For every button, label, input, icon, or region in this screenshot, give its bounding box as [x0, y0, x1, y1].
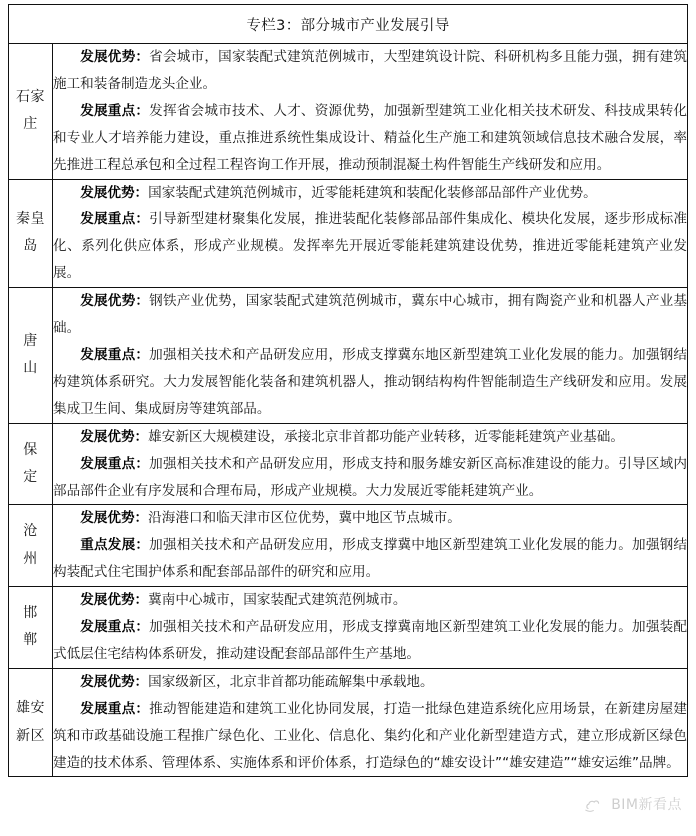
- city-name-cell: [9, 505, 53, 587]
- paragraph-lead-label: 发展重点：: [80, 700, 150, 717]
- city-name-line: 定: [23, 469, 38, 486]
- paragraph-lead-label: 发展优势：: [80, 673, 149, 690]
- watermark-label: BIM新看点: [611, 797, 682, 813]
- city-name-line: 岛: [23, 238, 38, 255]
- detail-paragraph: [53, 532, 687, 586]
- city-name-line: 秦皇: [16, 211, 45, 228]
- city-detail-cell: [53, 179, 688, 288]
- paragraph-body-text: 雄安新区大规模建设，承接北京非首都功能产业转移，近零能耗建筑产业基础。: [148, 428, 624, 445]
- paragraph-lead-label: 发展优势：: [80, 592, 149, 609]
- city-name-cell: [9, 587, 53, 669]
- city-name-line: 州: [23, 550, 38, 567]
- cloud-swoosh-icon: [585, 797, 607, 811]
- detail-paragraph: [53, 587, 687, 614]
- detail-paragraph: [53, 180, 687, 207]
- paragraph-body-text: 加强相关技术和产品研发应用，形成支撑冀东地区新型建筑工业化发展的能力。加强钢结构建筑体系研究。大力发展智能化装备和建筑机器人，推动钢结构构件智能制造生产线研发和应用。发展集成卫生间、集成厨房等建筑部品。: [53, 346, 688, 417]
- table-row: [9, 423, 688, 505]
- watermark: [585, 794, 682, 814]
- city-name-line: 郸: [23, 632, 38, 649]
- city-detail-cell: [53, 587, 688, 669]
- city-name-line: 石家: [16, 88, 45, 105]
- city-name-cell: [9, 668, 53, 777]
- paragraph-body-text: 国家装配式建筑范例城市，近零能耗建筑和装配化装修部品部件产业优势。: [148, 184, 597, 201]
- table-title-row: [9, 5, 688, 44]
- table-row: [9, 505, 688, 587]
- city-name-cell: [9, 44, 53, 180]
- detail-paragraph: [53, 696, 687, 777]
- city-name-line: 山: [23, 360, 38, 377]
- city-detail-cell: [53, 288, 688, 424]
- city-detail-cell: [53, 423, 688, 505]
- city-name-cell: [9, 179, 53, 288]
- page-title: 专栏3：部分城市产业发展引导: [9, 5, 688, 44]
- city-name-line: 唐: [23, 333, 38, 350]
- table-row: [9, 668, 688, 777]
- city-detail-cell: [53, 44, 688, 180]
- paragraph-body-text: 沿海港口和临天津市区位优势，冀中地区节点城市。: [148, 510, 461, 527]
- paragraph-body-text: 加强相关技术和产品研发应用，形成支持和服务雄安新区高标准建设的能力。引导区域内部品部件企业有序发展和合理布局，形成产业规模。大力发展近零能耗建筑产业。: [53, 455, 688, 499]
- paragraph-body-text: 国家级新区，北京非首都功能疏解集中承载地。: [148, 673, 434, 690]
- table-row: [9, 44, 688, 180]
- city-name-line: 邯: [23, 605, 38, 622]
- paragraph-body-text: 加强相关技术和产品研发应用，形成支撑冀中地区新型建筑工业化发展的能力。加强钢结构装配式住宅围护体系和配套部品部件的研究和应用。: [53, 537, 688, 581]
- paragraph-body-text: 省会城市，国家装配式建筑范例城市，大型建筑设计院、科研机构多且能力强，拥有建筑施工和装备制造龙头企业。: [53, 49, 688, 92]
- paragraph-lead-label: 发展优势：: [80, 184, 149, 201]
- paragraph-body-text: 钢铁产业优势，国家装配式建筑范例城市，冀东中心城市，拥有陶瓷产业和机器人产业基础。: [53, 293, 688, 337]
- city-name-cell: [9, 288, 53, 424]
- city-detail-cell: [53, 505, 688, 587]
- city-detail-cell: [53, 668, 688, 777]
- detail-paragraph: [53, 44, 687, 98]
- city-name-cell: [9, 423, 53, 505]
- paragraph-lead-label: 发展优势：: [80, 510, 149, 527]
- detail-paragraph: [53, 451, 687, 505]
- detail-paragraph: [53, 424, 687, 451]
- table-row: [9, 179, 688, 288]
- city-name-line: 庄: [23, 116, 38, 133]
- paragraph-lead-label: 发展优势：: [80, 293, 150, 310]
- city-name-line: 雄安: [16, 700, 45, 717]
- paragraph-lead-label: 发展优势：: [80, 428, 149, 445]
- detail-paragraph: [53, 98, 687, 179]
- table-row: [9, 288, 688, 424]
- detail-paragraph: [53, 614, 687, 668]
- paragraph-body-text: 推动智能建造和建筑工业化协同发展，打造一批绿色建造系统化应用场景，在新建房屋建筑和市政基础设施工程推广绿色化、工业化、信息化、集约化和产业化新型建造方式，建立形成新区绿色建造的技术体系、管理体系、实施体系和评价体系，打造绿色的“雄安设计”“雄安建造”“雄安运维”品牌。: [53, 700, 688, 771]
- paragraph-lead-label: 发展重点：: [80, 211, 150, 228]
- detail-paragraph: [53, 342, 687, 423]
- paragraph-lead-label: 发展重点：: [80, 102, 150, 119]
- table-row: [9, 587, 688, 669]
- city-name-line: 保: [23, 441, 38, 458]
- city-name-line: 新区: [16, 727, 45, 744]
- paragraph-body-text: 加强相关技术和产品研发应用，形成支撑冀南地区新型建筑工业化发展的能力。加强装配式低层住宅结构体系研发，推动建设配套部品部件生产基地。: [53, 619, 688, 662]
- paragraph-lead-label: 发展重点：: [80, 619, 150, 636]
- detail-paragraph: [53, 505, 687, 532]
- paragraph-lead-label: 发展重点：: [80, 346, 150, 363]
- detail-paragraph: [53, 669, 687, 696]
- city-name-line: 沧: [23, 523, 38, 540]
- paragraph-body-text: 冀南中心城市，国家装配式建筑范例城市。: [148, 592, 407, 609]
- city-industry-guidance-table: [8, 4, 688, 777]
- detail-paragraph: [53, 288, 687, 342]
- paragraph-body-text: 发挥省会城市技术、人才、资源优势，加强新型建筑工业化相关技术研发、科技成果转化和专业人才培养能力建设，重点推进系统性集成设计、精益化生产施工和建筑领域信息技术融合发展，率先推进工程总承包和全过程工程咨询工作开展，推动预制混凝土构件智能生产线研发和应用。: [53, 102, 688, 173]
- paragraph-lead-label: 发展优势：: [80, 49, 150, 65]
- table-body: [9, 5, 688, 777]
- paragraph-lead-label: 重点发展：: [80, 537, 150, 554]
- detail-paragraph: [53, 206, 687, 287]
- paragraph-body-text: 引导新型建材聚集化发展，推进装配化装修部品部件集成化、模块化发展，逐步形成标准化、系列化供应体系，形成产业规模。发挥率先开展近零能耗建筑建设优势，推进近零能耗建筑产业发展。: [53, 211, 688, 282]
- paragraph-lead-label: 发展重点：: [80, 455, 150, 472]
